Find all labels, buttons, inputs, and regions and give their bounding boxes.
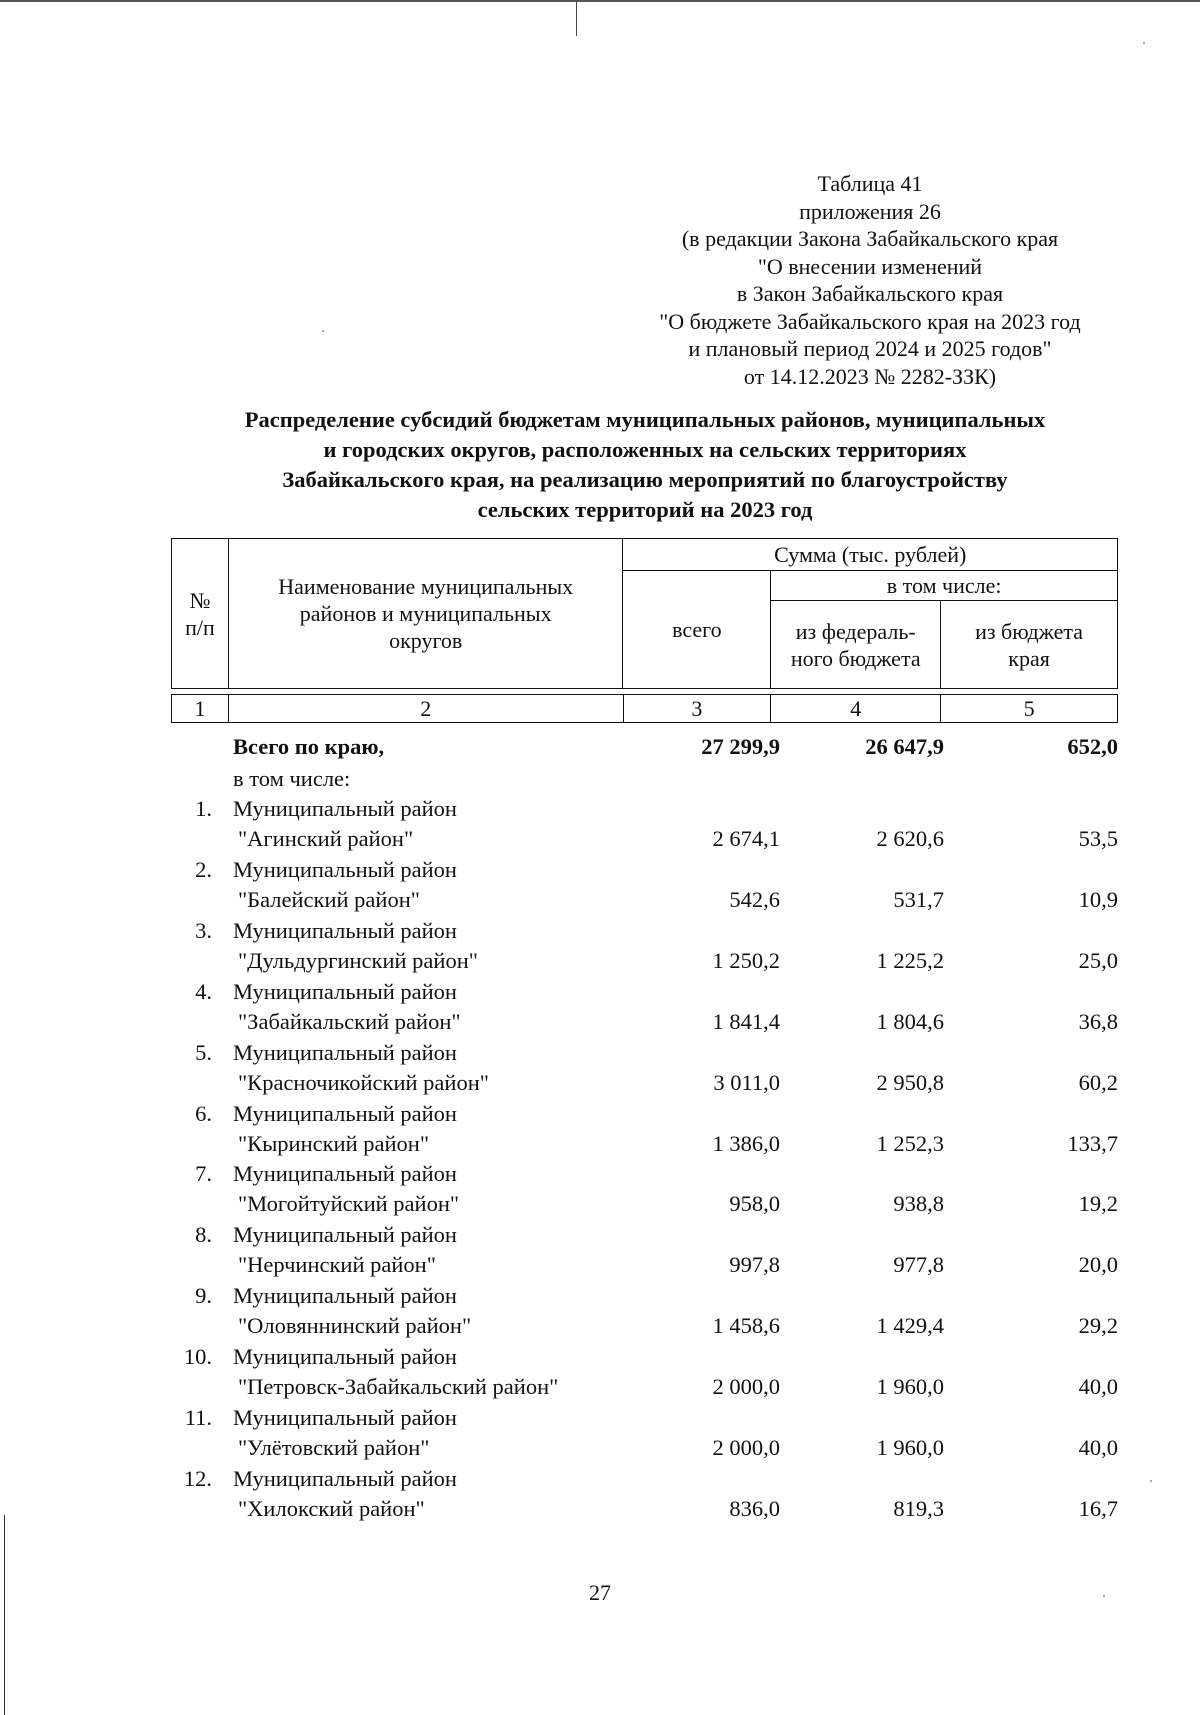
reference-line: (в редакции Закона Забайкальского края [681, 226, 1059, 251]
row-name: Муниципальный район [233, 1344, 457, 1369]
row-number: 8. [195, 1222, 212, 1247]
federal-value: 819,3 [893, 1496, 944, 1521]
federal-value: 1 804,6 [876, 1009, 944, 1034]
column-number: 4 [771, 695, 941, 723]
total-value: 2 000,0 [712, 1435, 780, 1460]
row-name: Муниципальный район [233, 1466, 457, 1491]
row-name: Муниципальный район [233, 918, 457, 943]
reference-line: "О бюджете Забайкальского края на 2023 год [659, 308, 1081, 334]
regional-value: 29,2 [1078, 1313, 1118, 1338]
scan-mark [576, 2, 577, 36]
federal-value: 1 429,4 [876, 1313, 944, 1338]
header-federal-line: из федераль- [795, 618, 916, 644]
header-no [172, 539, 229, 689]
total-value: 27 299,9 [701, 734, 780, 759]
row-district: "Оловяннинский район" [238, 1313, 472, 1338]
title-line: и городских округов, расположенных на сельских территориях [323, 437, 967, 462]
title-line: Распределение субсидий бюджетам муниципальных районов, муниципальных [244, 407, 1046, 432]
federal-value: 977,8 [893, 1252, 944, 1277]
row-name: Муниципальный район [233, 1283, 457, 1308]
column-number: 1 [172, 695, 229, 723]
row-number: 12. [183, 1466, 212, 1491]
row-number: 3. [195, 918, 212, 943]
reference-line: Таблица 41 [817, 171, 923, 196]
row-name: Муниципальный район [233, 1101, 457, 1126]
row-number: 5. [195, 1040, 212, 1065]
regional-value: 40,0 [1078, 1374, 1118, 1399]
row-district: "Дульдургинский район" [238, 948, 478, 973]
row-name: Муниципальный район [233, 1161, 457, 1186]
regional-value: 133,7 [1067, 1131, 1118, 1156]
federal-value: 26 647,9 [865, 734, 944, 759]
total-value: 542,6 [729, 887, 780, 912]
row-number: 2. [195, 857, 212, 882]
federal-value: 2 620,6 [876, 826, 944, 851]
total-value: 1 458,6 [712, 1313, 780, 1338]
row-district: "Могойтуйский район" [238, 1191, 460, 1216]
total-value: 958,0 [729, 1191, 780, 1216]
total-value: 997,8 [729, 1252, 780, 1277]
reference-line: "О внесении изменений [757, 253, 983, 279]
column-number: 3 [623, 695, 771, 723]
header-regional-line: края [1008, 645, 1050, 671]
title-line: Забайкальского края, на реализацию мероприятий по благоустройству [282, 467, 1008, 492]
scan-speck [1143, 42, 1145, 44]
total-label: Всего по краю, [233, 734, 385, 759]
regional-value: 40,0 [1078, 1435, 1118, 1460]
federal-value: 2 950,8 [876, 1070, 944, 1095]
regional-value: 16,7 [1078, 1496, 1118, 1521]
regional-value: 36,8 [1078, 1009, 1118, 1034]
regional-value: 53,5 [1078, 826, 1118, 851]
regional-value: 652,0 [1067, 734, 1118, 759]
reference-line: и плановый период 2024 и 2025 годов" [688, 336, 1052, 361]
regional-value: 25,0 [1078, 948, 1118, 973]
total-value: 1 250,2 [712, 948, 780, 973]
header-name-line: Наименование муниципальных [278, 574, 574, 599]
reference-line: в Закон Забайкальского края [736, 281, 1004, 306]
header-federal-line: ного бюджета [790, 645, 921, 671]
row-district: "Петровск-Забайкальский район" [238, 1374, 559, 1399]
header-federal [771, 601, 941, 689]
including-label: в том числе: [233, 766, 351, 791]
column-number: 5 [941, 695, 1118, 723]
federal-value: 1 960,0 [876, 1374, 944, 1399]
table-header [171, 538, 1118, 689]
row-district: "Агинский район" [238, 826, 414, 851]
scan-speck [1103, 1595, 1105, 1597]
column-numbers-row [171, 694, 1118, 723]
row-number: 4. [195, 979, 212, 1004]
row-number: 11. [184, 1405, 212, 1430]
row-district: "Хилокский район" [238, 1496, 425, 1521]
row-name: Муниципальный район [233, 979, 457, 1004]
regional-value: 19,2 [1078, 1191, 1118, 1216]
row-district: "Нерчинский район" [238, 1252, 436, 1277]
total-value: 2 674,1 [712, 826, 780, 851]
row-district: "Балейский район" [238, 887, 420, 912]
header-regional [941, 601, 1118, 689]
row-district: "Красночикойский район" [238, 1070, 489, 1095]
header-no-line: № [189, 587, 211, 613]
row-number: 10. [183, 1344, 212, 1369]
row-name: Муниципальный район [233, 796, 457, 821]
total-value: 1 386,0 [712, 1131, 780, 1156]
header-sum: Сумма (тыс. рублей) [623, 539, 1118, 571]
total-value: 836,0 [729, 1496, 780, 1521]
row-number: 1. [195, 796, 212, 821]
total-value: 1 841,4 [712, 1009, 780, 1034]
row-number: 6. [195, 1101, 212, 1126]
header-regional-line: из бюджета [975, 618, 1084, 644]
header-name-line: районов и муниципальных [299, 601, 552, 626]
row-district: "Забайкальский район" [238, 1009, 461, 1034]
row-name: Муниципальный район [233, 1222, 457, 1247]
page-number: 27 [589, 1580, 611, 1605]
document-title [160, 405, 1130, 525]
row-number: 7. [195, 1161, 212, 1186]
header-no-line: п/п [185, 614, 215, 640]
header-total: всего [623, 571, 771, 689]
row-name: Муниципальный район [233, 1040, 457, 1065]
header-name [228, 539, 623, 689]
regional-value: 60,2 [1078, 1070, 1118, 1095]
total-value: 2 000,0 [712, 1374, 780, 1399]
row-name: Муниципальный район [233, 1405, 457, 1430]
header-name-line: округов [389, 628, 463, 653]
column-number: 2 [228, 695, 623, 723]
regional-value: 20,0 [1078, 1252, 1118, 1277]
row-district: "Кыринский район" [238, 1131, 430, 1156]
header-including: в том числе: [771, 571, 1118, 601]
reference-line: от 14.12.2023 № 2282-ЗЗК) [743, 363, 997, 389]
scan-speck [322, 330, 324, 332]
federal-value: 938,8 [893, 1191, 944, 1216]
title-line: сельских территорий на 2023 год [477, 497, 813, 522]
federal-value: 531,7 [893, 887, 944, 912]
scan-edge-top [0, 0, 1200, 2]
federal-value: 1 960,0 [876, 1435, 944, 1460]
reference-line: приложения 26 [799, 198, 941, 224]
scan-speck [1150, 1480, 1152, 1482]
regional-value: 10,9 [1078, 887, 1118, 912]
federal-value: 1 252,3 [876, 1131, 944, 1156]
total-value: 3 011,0 [713, 1070, 780, 1095]
row-district: "Улётовский район" [238, 1435, 430, 1460]
scan-edge-left [4, 1515, 5, 1715]
table-reference [620, 170, 1120, 390]
row-number: 9. [195, 1283, 212, 1308]
federal-value: 1 225,2 [876, 948, 944, 973]
row-name: Муниципальный район [233, 857, 457, 882]
